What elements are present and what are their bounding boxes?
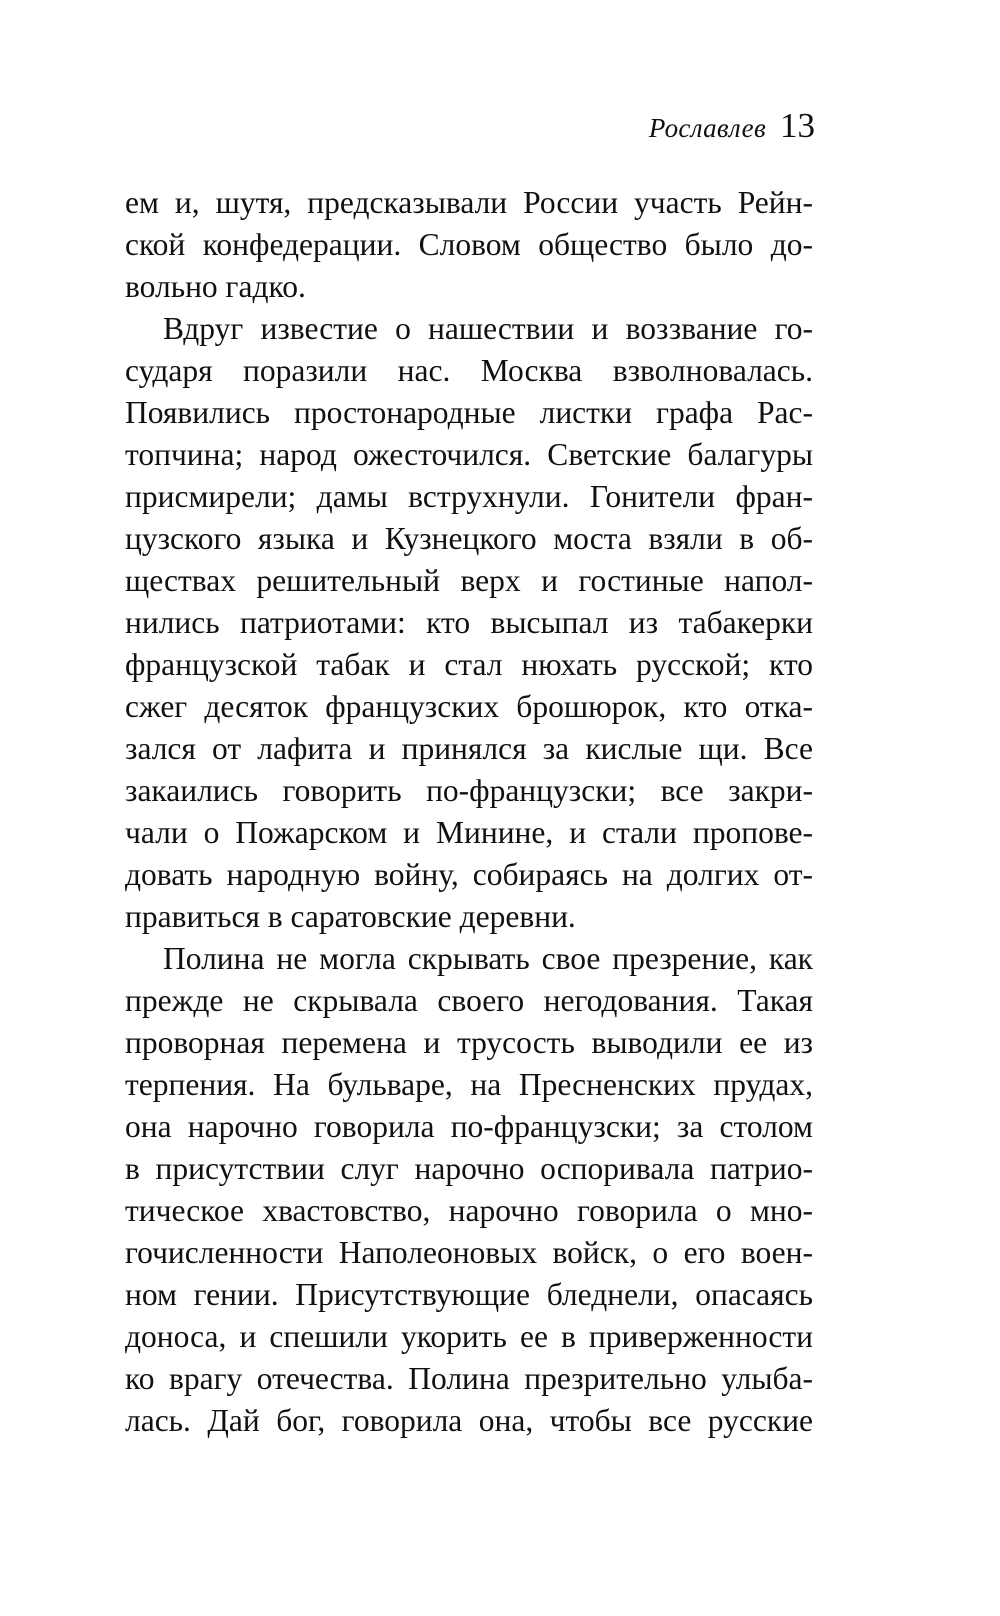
text-line: присмирели; дамы вструхнули. Гонители фран-: [125, 479, 813, 514]
running-title: Рославлев: [648, 113, 766, 143]
text-line: чали о Пожарском и Минине, и стали пропове-: [125, 815, 813, 850]
text-line: вольно гадко.: [125, 269, 306, 304]
text-line: сударя поразили нас. Москва взволновалась.: [125, 353, 813, 388]
text-line: тическое хвастовство, нарочно говорила о мно-: [125, 1193, 813, 1228]
text-line: ном гении. Присутствующие бледнели, опасаясь: [125, 1277, 813, 1312]
text-line: правиться в саратовские деревни.: [125, 899, 576, 934]
text-line: в присутствии слуг нарочно оспоривала патрио-: [125, 1151, 813, 1186]
body-text: [125, 182, 813, 1442]
text-line: лась. Дай бог, говорила она, чтобы все русские: [125, 1403, 813, 1438]
text-line: довать народную войну, собираясь на долгих от-: [125, 857, 813, 892]
running-header: [649, 106, 815, 150]
text-line: она нарочно говорила по-французски; за столом: [125, 1109, 813, 1144]
text-line: нились патриотами: кто высыпал из табакерки: [125, 605, 813, 640]
text-line: доноса, и спешили укорить ее в приверженности: [125, 1319, 813, 1354]
text-line: терпения. На бульваре, на Пресненских прудах,: [125, 1067, 813, 1102]
paragraph-first-line: Полина не могла скрывать свое презрение, как: [163, 941, 813, 976]
page-number: 13: [780, 106, 815, 145]
text-line: Появились простонародные листки графа Рас-: [125, 395, 813, 430]
text-line: ществах решительный верх и гостиные напол-: [125, 563, 813, 598]
text-line: ко врагу отечества. Полина презрительно улыба-: [125, 1361, 813, 1396]
text-line: прежде не скрывала своего негодования. Такая: [125, 983, 813, 1018]
text-line: сжег десяток французских брошюрок, кто отка-: [125, 689, 813, 724]
text-line: зался от лафита и принялся за кислые щи. Все: [125, 731, 813, 766]
text-line: французской табак и стал нюхать русской; кто: [125, 647, 813, 682]
text-line: гочисленности Наполеоновых войск, о его воен-: [125, 1235, 813, 1270]
text-line: ской конфедерации. Словом общество было до-: [125, 227, 813, 262]
text-line: цузского языка и Кузнецкого моста взяли в об-: [125, 521, 813, 556]
text-line: закаились говорить по-французски; все закри-: [125, 773, 813, 808]
text-line: топчина; народ ожесточился. Светские балагуры: [125, 437, 813, 472]
paragraph-first-line: Вдруг известие о нашествии и воззвание го-: [163, 311, 813, 346]
text-line: ем и, шутя, предсказывали России участь Рейн-: [125, 185, 813, 220]
text-line: проворная перемена и трусость выводили ее из: [125, 1025, 813, 1060]
